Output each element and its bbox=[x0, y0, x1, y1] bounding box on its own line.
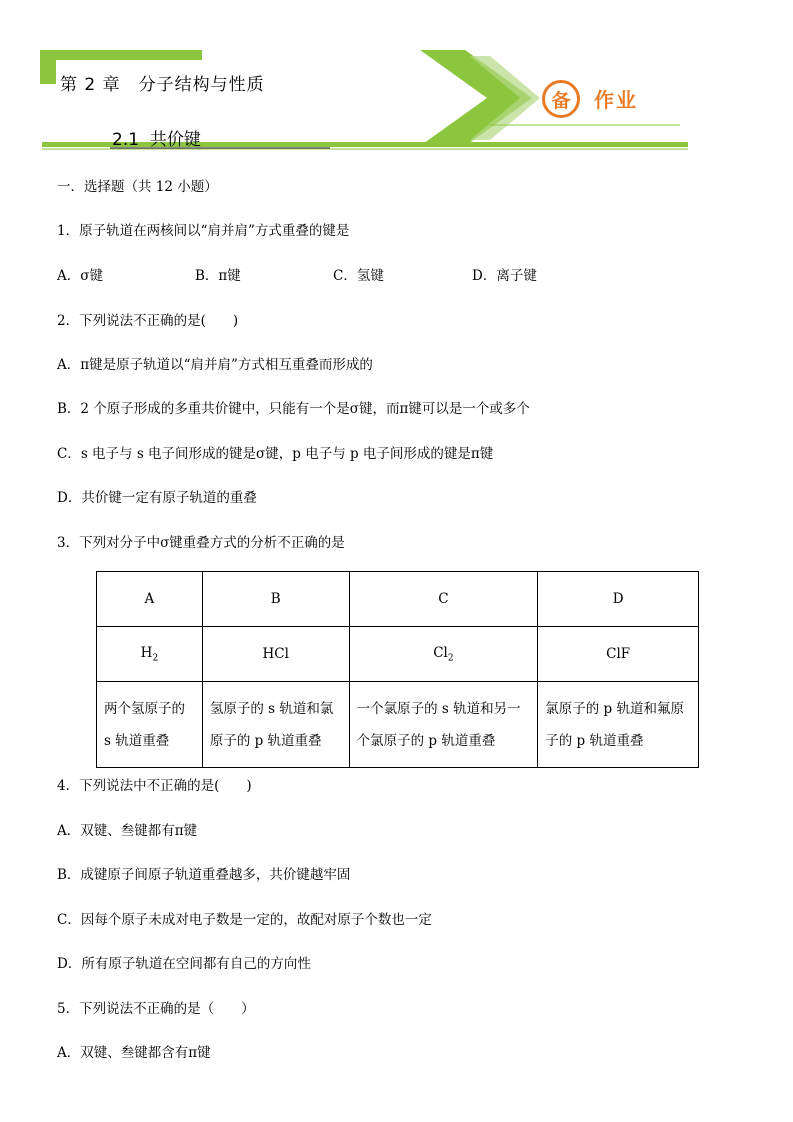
question-4-stem: 4．下列说法中不正确的是( ) bbox=[57, 778, 252, 794]
table-molecule-d: ClF bbox=[538, 627, 699, 682]
section-heading: 一．选择题（共 12 小题） bbox=[57, 179, 218, 195]
question-4-option-a: A．双键、叁键都有π键 bbox=[57, 823, 198, 839]
question-4-option-b: B．成键原子间原子轨道重叠越多，共价键越牢固 bbox=[57, 867, 351, 883]
chapter-title: 第 2 章 分子结构与性质 bbox=[60, 75, 265, 95]
table-molecule-c: $Cl_2$ bbox=[349, 627, 538, 682]
table-molecule-a: $H_2$ bbox=[97, 627, 203, 682]
table-desc-d: 氯原子的 p 轨道和氟原 子的 p 轨道重叠 bbox=[538, 682, 699, 768]
page-header bbox=[0, 0, 793, 160]
question-2-option-c: C．s 电子与 s 电子间形成的键是σ键，p 电子与 p 电子间形成的键是π键 bbox=[57, 446, 494, 462]
table-desc-c: 一个氯原子的 s 轨道和另一 个氯原子的 p 轨道重叠 bbox=[349, 682, 538, 768]
question-2-option-d: D．共价键一定有原子轨道的重叠 bbox=[57, 490, 257, 506]
question-2-option-a: A．π键是原子轨道以“肩并肩”方式相互重叠而形成的 bbox=[57, 357, 373, 373]
table-header-a: A bbox=[97, 572, 203, 627]
question-1-option-b: B．π键 bbox=[195, 268, 241, 284]
homework-badge-label: 作业 bbox=[594, 88, 638, 112]
table-desc-b: 氢原子的 s 轨道和氯 原子的 p 轨道重叠 bbox=[202, 682, 349, 768]
question-1-option-c: C．氢键 bbox=[333, 268, 384, 284]
question-1-stem: 1．原子轨道在两核间以“肩并肩”方式重叠的键是 bbox=[57, 223, 350, 239]
question-1-option-d: D．离子键 bbox=[472, 268, 537, 284]
table-header-b: B bbox=[202, 572, 349, 627]
table-header-c: C bbox=[349, 572, 538, 627]
question-4-option-c: C．因每个原子未成对电子数是一定的，故配对原子个数也一定 bbox=[57, 912, 432, 928]
question-5-stem: 5．下列说法不正确的是（ ） bbox=[57, 1001, 255, 1017]
question-2-stem: 2．下列说法不正确的是( ) bbox=[57, 313, 239, 329]
section-title: 2.1 共价键 bbox=[112, 130, 201, 150]
table-molecule-b: HCl bbox=[202, 627, 349, 682]
table-header-d: D bbox=[538, 572, 699, 627]
question-4-option-d: D．所有原子轨道在空间都有自己的方向性 bbox=[57, 956, 311, 972]
question-3-stem: 3．下列对分子中σ键重叠方式的分析不正确的是 bbox=[57, 535, 345, 551]
question-3-table bbox=[96, 571, 699, 768]
homework-badge-icon: 备 bbox=[542, 80, 580, 118]
table-desc-a: 两个氢原子的 s 轨道重叠 bbox=[97, 682, 203, 768]
question-5-option-a: A．双键、叁键都含有π键 bbox=[57, 1045, 211, 1061]
question-1-option-a: A．σ键 bbox=[57, 268, 103, 284]
question-2-option-b: B．2 个原子形成的多重共价键中，只能有一个是σ键，而π键可以是一个或多个 bbox=[57, 401, 530, 417]
